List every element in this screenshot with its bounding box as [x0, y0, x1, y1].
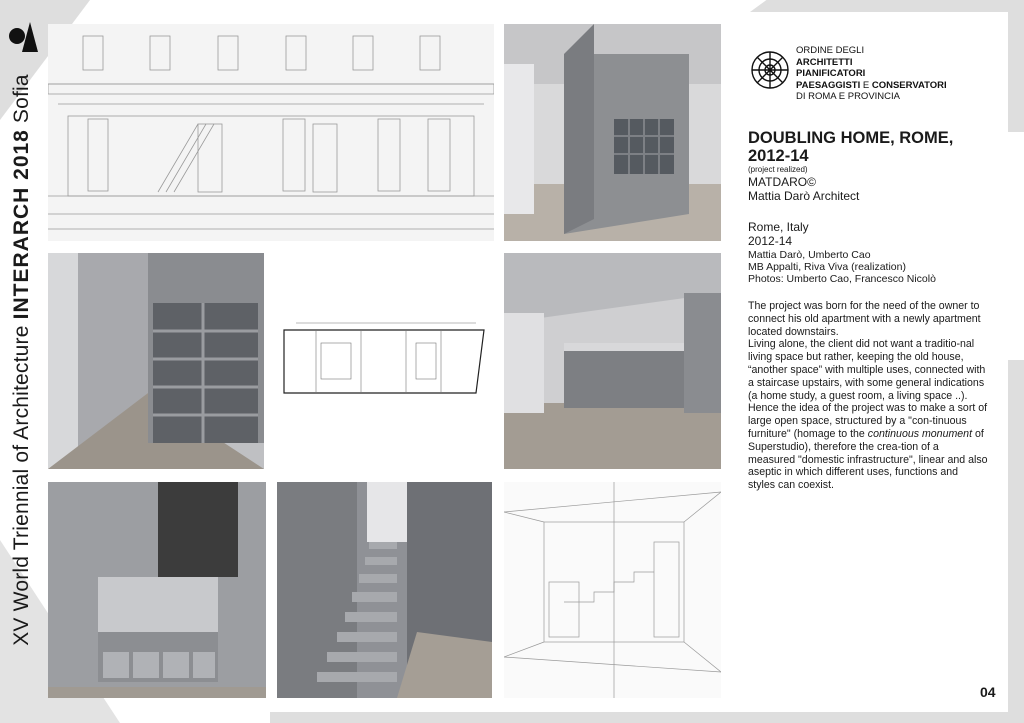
project-photos: Photos: Umberto Cao, Francesco Nicolò — [748, 273, 936, 285]
order-line-5: DI ROMA E PROVINCIA — [796, 91, 900, 102]
photo-bookshelf-volume — [504, 24, 721, 241]
project-description — [748, 300, 988, 492]
sidebar-band — [0, 0, 44, 723]
project-studio: MATDARO© — [748, 175, 816, 189]
order-line-4c: CONSERVATORI — [871, 79, 947, 91]
project-title-line-1: DOUBLING HOME, ROME, — [748, 129, 954, 147]
project-title-line-2: 2012-14 — [748, 147, 809, 165]
description-paragraph-3 — [748, 402, 988, 492]
perspective-drawing — [504, 482, 721, 698]
photo-storage-wall — [48, 482, 266, 698]
corner-band-right-lower — [1008, 360, 1024, 723]
project-team: Mattia Darò, Umberto Cao — [748, 249, 871, 261]
project-location: Rome, Italy — [748, 220, 809, 234]
project-realization: MB Appalti, Riva Viva (realization) — [748, 261, 906, 273]
page-number: 04 — [980, 684, 996, 700]
project-years: 2012-14 — [748, 234, 793, 248]
order-line-4b: E — [860, 79, 872, 91]
sidebar-event: INTERARCH 2018 — [10, 129, 33, 320]
corner-band-right — [1008, 12, 1024, 132]
order-line-1: ORDINE DEGLI — [796, 45, 865, 56]
project-architect: Mattia Darò Architect — [748, 189, 860, 203]
order-line-2: ARCHITETTI — [796, 56, 853, 68]
project-status: (project realized) — [748, 165, 808, 174]
corner-triangle-top-right — [750, 0, 1024, 12]
description-p3-start: Hence the idea of the project was to make a sort of large open space, structured by a "con-tinuous furniture" (homage to the — [748, 402, 988, 440]
photo-staircase — [277, 482, 492, 698]
floor-plan-drawing — [276, 318, 492, 408]
sidebar-city: Sofia — [10, 74, 33, 130]
section-drawing — [48, 24, 494, 241]
photo-living-space — [504, 253, 721, 469]
description-p3-end: of Superstudio), therefore the crea-tion of a measured "domestic infrastructure", linear and also aseptic in which different uses, functions and styles can coexist. — [748, 427, 988, 492]
project-title — [748, 129, 988, 165]
description-paragraph-2: Living alone, the client did not want a traditio-nal living space but rather, keeping the old house, “another space” with multiple uses, connected with a staircase upstairs, with some general indications (a home study, a guest room, a living space ..). — [748, 338, 986, 402]
order-line-3: PIANIFICATORI — [796, 68, 866, 79]
photo-corridor-shelves — [48, 253, 264, 469]
description-paragraph-1: The project was born for the need of the owner to connect his old apartment with a newly apartment located downstairs. — [748, 300, 981, 338]
triennial-logo-icon — [8, 20, 38, 52]
sidebar-prefix: XV World Triennial of Architecture — [10, 319, 33, 646]
corner-band-bottom — [270, 712, 1008, 723]
order-mandala-logo-icon — [750, 50, 790, 90]
order-name — [796, 45, 947, 103]
sidebar-title — [10, 74, 34, 646]
description-p3-emphasis: continuous monument — [867, 427, 973, 440]
order-line-4a: PAESAGGISTI — [796, 79, 861, 91]
